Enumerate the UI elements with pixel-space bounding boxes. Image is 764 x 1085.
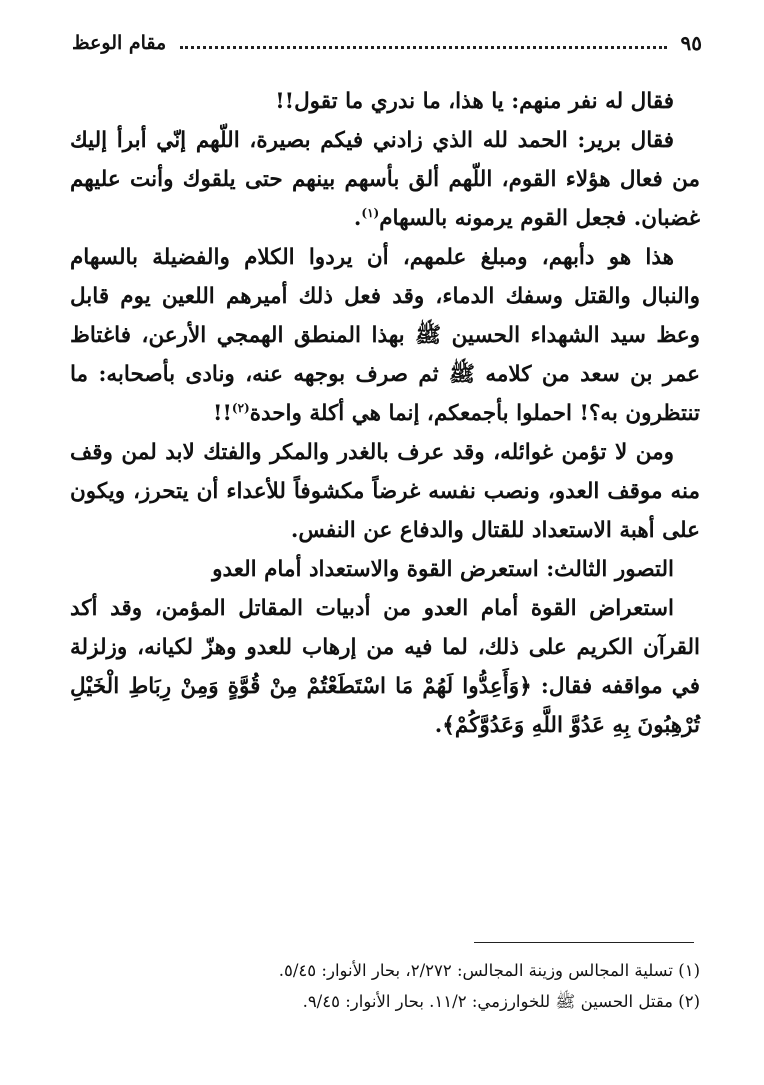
page-header bbox=[72, 28, 702, 58]
section-heading: التصور الثالث: استعرض القوة والاستعداد أمام العدو bbox=[212, 557, 674, 582]
quran-verse: ﴿وَأَعِدُّوا لَهُمْ مَا اسْتَطَعْتُمْ مِنْ قُوَّةٍ وَمِنْ رِبَاطِ الْخَيْلِ تُرْهِبُونَ بِهِ عَدُوَّ اللَّهِ وَعَدُوَّكُمْ﴾ bbox=[70, 674, 700, 738]
paragraph-5: استعراض القوة أمام العدو من أدبيات المقاتل المؤمن، وقد أكد القرآن الكريم على ذلك، لما فيه من إرهاب للعدو وهزّ لكيانه، وزلزلة في مواقفه فقال: ﴿وَأَعِدُّوا لَهُمْ مَا اسْتَطَعْتُمْ مِنْ قُوَّةٍ وَمِنْ رِبَاطِ الْخَيْلِ تُرْهِبُونَ بِهِ عَدُوَّ اللَّهِ وَعَدُوَّكُمْ﴾. bbox=[70, 596, 700, 738]
footnote-separator bbox=[474, 942, 694, 943]
footnote-1: (١) تسلية المجالس وزينة المجالس: ٢/٢٧٢، بحار الأنوار: ٥/٤٥. bbox=[278, 961, 700, 980]
footnotes bbox=[70, 955, 700, 1017]
running-title: مقام الوعظ bbox=[72, 32, 167, 54]
paragraph-4: ومن لا تؤمن غوائله، وقد عرف بالغدر والمكر والفتك لابد لمن وقف منه موقف العدو، ونصب نفسه غرضاً مكشوفاً للأعداء أن يتحرز، ويكون على أهبة الاستعداد للقتال والدفاع عن النفس. bbox=[70, 440, 700, 543]
paragraph-2: فقال برير: الحمد لله الذي زادني فيكم بصيرة، اللّهم إنّي أبرأ إليك من فعال هؤلاء القوم، اللّهم ألق بأسهم بينهم حتى يلقوك وأنت عليهم غضبان. فجعل القوم يرمونه بالسهام$^{(١)}$. bbox=[70, 128, 700, 231]
paragraph-1: فقال له نفر منهم: يا هذا، ما ندري ما تقول!! bbox=[275, 89, 674, 114]
paragraph-3: هذا هو دأبهم، ومبلغ علمهم، أن يردوا الكلام والفضيلة بالسهام والنبال والقتل وسفك الدماء، وقد فعل ذلك أميرهم اللعين يوم قابل وعظ سيد الشهداء الحسين ﷺ بهذا المنطق الهمجي الأرعن، فاغتاظ عمر بن سعد من كلامه ﷺ ثم صرف بوجهه عنه، ونادى بأصحابه: ما تنتظرون به؟! احملوا بأجمعكم، إنما هي أكلة واحدة$^{(٢)}$!! bbox=[70, 245, 700, 426]
dotted-leader bbox=[180, 46, 666, 49]
footnote-ref-2: (٢) bbox=[231, 400, 250, 415]
footnote-ref-1: (١) bbox=[361, 205, 380, 220]
main-text bbox=[70, 82, 700, 745]
footnote-2: (٢) مقتل الحسين ﷺ للخوارزمي: ١١/٢. بحار الأنوار: ٩/٤٥. bbox=[302, 992, 700, 1011]
page-number: ٩٥ bbox=[680, 31, 702, 55]
